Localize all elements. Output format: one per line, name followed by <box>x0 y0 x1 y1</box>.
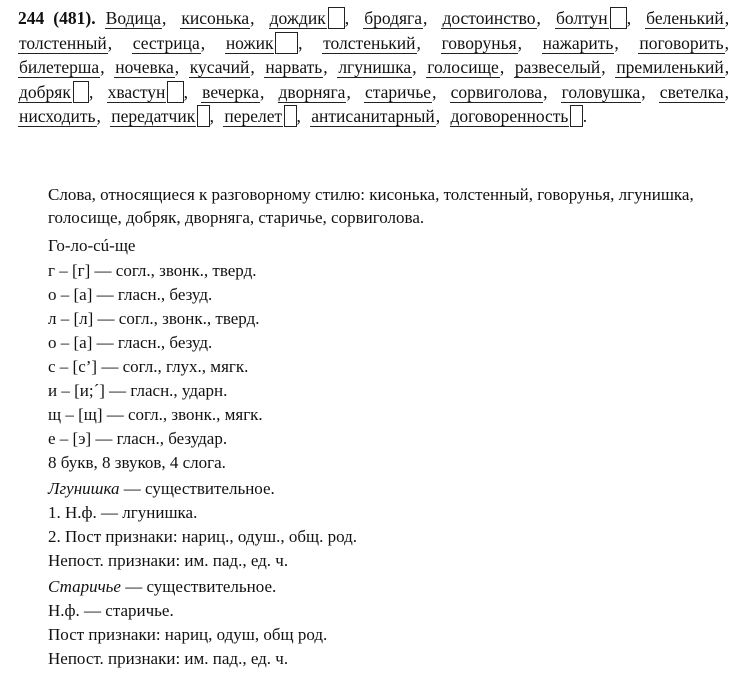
word-separator: , <box>432 81 437 102</box>
phonetic-word: Го-ло-сú-ще <box>48 236 136 255</box>
word-separator: , <box>298 32 303 53</box>
word-separator: , <box>100 57 105 77</box>
word-separator: , <box>724 57 730 77</box>
word-item: болтун <box>555 8 608 28</box>
morph1-line: Непост. признаки: им. пад., ед. ч. <box>48 551 289 570</box>
word-separator: , <box>536 8 541 28</box>
word-item: договоренность <box>450 106 569 126</box>
morph1-word: Лгунишка <box>48 479 120 498</box>
phonetic-row: л – [л] — согл., звонк., тверд. <box>48 309 260 328</box>
morph1-line: 2. Пост признаки: нариц., одуш., общ. род. <box>48 527 358 546</box>
word-item: кисонька <box>181 8 250 28</box>
word-item: голосище <box>427 57 499 77</box>
word-item: антисанитарный <box>311 106 435 126</box>
word-item: сорвиголова <box>450 81 543 102</box>
zero-ending-box <box>610 7 627 29</box>
word-separator: , <box>724 8 730 28</box>
word-item: передатчик <box>111 106 196 126</box>
zero-ending-box <box>328 7 345 29</box>
phonetic-row: о – [а] — гласн., безуд. <box>48 333 213 352</box>
word-separator: , <box>499 57 505 77</box>
word-separator: , <box>250 8 255 28</box>
exercise-paragraph <box>18 6 734 129</box>
exercise-number: 244 (481). <box>18 8 96 28</box>
phonetic-row: г – [г] — согл., звонк., тверд. <box>48 261 257 280</box>
word-item: беленький <box>646 8 724 28</box>
word-item: поговорить <box>639 32 724 53</box>
word-item: головушка <box>561 81 641 102</box>
word-separator: , <box>200 32 206 53</box>
word-item: сестрица <box>132 32 200 53</box>
zero-ending-box <box>284 105 296 127</box>
zero-ending-box <box>73 81 89 103</box>
morph1-pos: — существительное. <box>119 479 275 498</box>
word-item: развеселый <box>514 57 601 77</box>
morph2-heading <box>48 576 738 598</box>
phonetic-row: с – [с’] — согл., глух., мягк. <box>48 357 249 376</box>
word-separator: , <box>209 106 214 126</box>
word-item: нажарить <box>542 32 614 53</box>
word-separator: , <box>423 8 428 28</box>
word-separator: , <box>161 8 167 28</box>
word-separator: , <box>107 32 113 53</box>
phonetic-row: и – [и;´] — гласн., ударн. <box>48 381 228 400</box>
word-separator: , <box>724 32 730 53</box>
word-item: толстенный <box>19 32 107 53</box>
word-item: светелка <box>659 81 724 102</box>
word-separator: , <box>641 81 646 102</box>
word-separator: , <box>517 32 522 53</box>
word-item: кусачий <box>189 57 250 77</box>
final-punct: . <box>582 106 588 126</box>
word-separator: , <box>346 81 351 102</box>
morph2-line: Н.ф. — старичье. <box>48 601 174 620</box>
word-separator: , <box>296 106 301 126</box>
word-separator: , <box>412 57 417 77</box>
phonetic-total: 8 букв, 8 звуков, 4 слога. <box>48 453 226 472</box>
word-item: дворняга <box>278 81 346 102</box>
word-separator: , <box>416 32 421 53</box>
zero-ending-box <box>570 105 582 127</box>
word-separator: , <box>724 81 730 102</box>
morph1-line: 1. Н.ф. — лгунишка. <box>48 503 198 522</box>
word-separator: , <box>174 57 180 77</box>
word-item: вечерка <box>202 81 259 102</box>
zero-ending-box <box>275 32 298 54</box>
word-separator: , <box>250 57 255 77</box>
morph1-heading <box>48 478 738 500</box>
word-item: хвастун <box>107 81 166 102</box>
word-item: премиленький <box>616 57 724 77</box>
word-separator: , <box>601 57 606 77</box>
word-separator: , <box>183 81 188 102</box>
word-item: толстенький <box>323 32 416 53</box>
word-list <box>18 8 734 126</box>
word-item: бродяга <box>364 8 423 28</box>
word-item: перелет <box>224 106 283 126</box>
word-item: дождик <box>269 8 326 28</box>
word-item: говорунья <box>441 32 517 53</box>
word-item: ночевка <box>115 57 174 77</box>
word-separator: , <box>89 81 94 102</box>
morph2-word: Старичье <box>48 577 121 596</box>
zero-ending-box <box>197 105 209 127</box>
word-separator: , <box>435 106 441 126</box>
word-item: достоинство <box>442 8 536 28</box>
word-item: нарвать <box>265 57 323 77</box>
word-item: билетерша <box>19 57 100 77</box>
word-item: ножик <box>225 32 274 53</box>
morph2-pos: — существительное. <box>120 577 277 596</box>
morph2-line: Пост признаки: нариц, одуш, общ род. <box>48 625 328 644</box>
phonetic-row: е – [э] — гласн., безудар. <box>48 429 228 448</box>
word-separator: , <box>614 32 619 53</box>
word-item: нисходить <box>19 106 96 126</box>
word-separator: , <box>543 81 548 102</box>
word-item: старичье <box>365 81 432 102</box>
word-separator: , <box>323 57 328 77</box>
phonetic-row: щ – [щ] — согл., звонк., мягк. <box>48 405 263 424</box>
word-separator: , <box>344 8 350 28</box>
word-separator: , <box>96 106 101 126</box>
morph2-line: Непост. признаки: им. пад., ед. ч. <box>48 649 289 668</box>
zero-ending-box <box>167 81 183 103</box>
colloquial-summary: Слова, относящиеся к разговорному стилю: кисонька, толстенный, говорунья, лгунишка, голосище, добряк, дворняга, старичье, сорвиголова. <box>48 185 694 227</box>
word-separator: , <box>259 81 265 102</box>
word-separator: , <box>626 8 632 28</box>
phonetic-row: о – [а] — гласн., безуд. <box>48 285 213 304</box>
word-item: лгунишка <box>338 57 412 77</box>
word-item: добряк <box>19 81 71 102</box>
word-item: Водица <box>105 8 161 28</box>
